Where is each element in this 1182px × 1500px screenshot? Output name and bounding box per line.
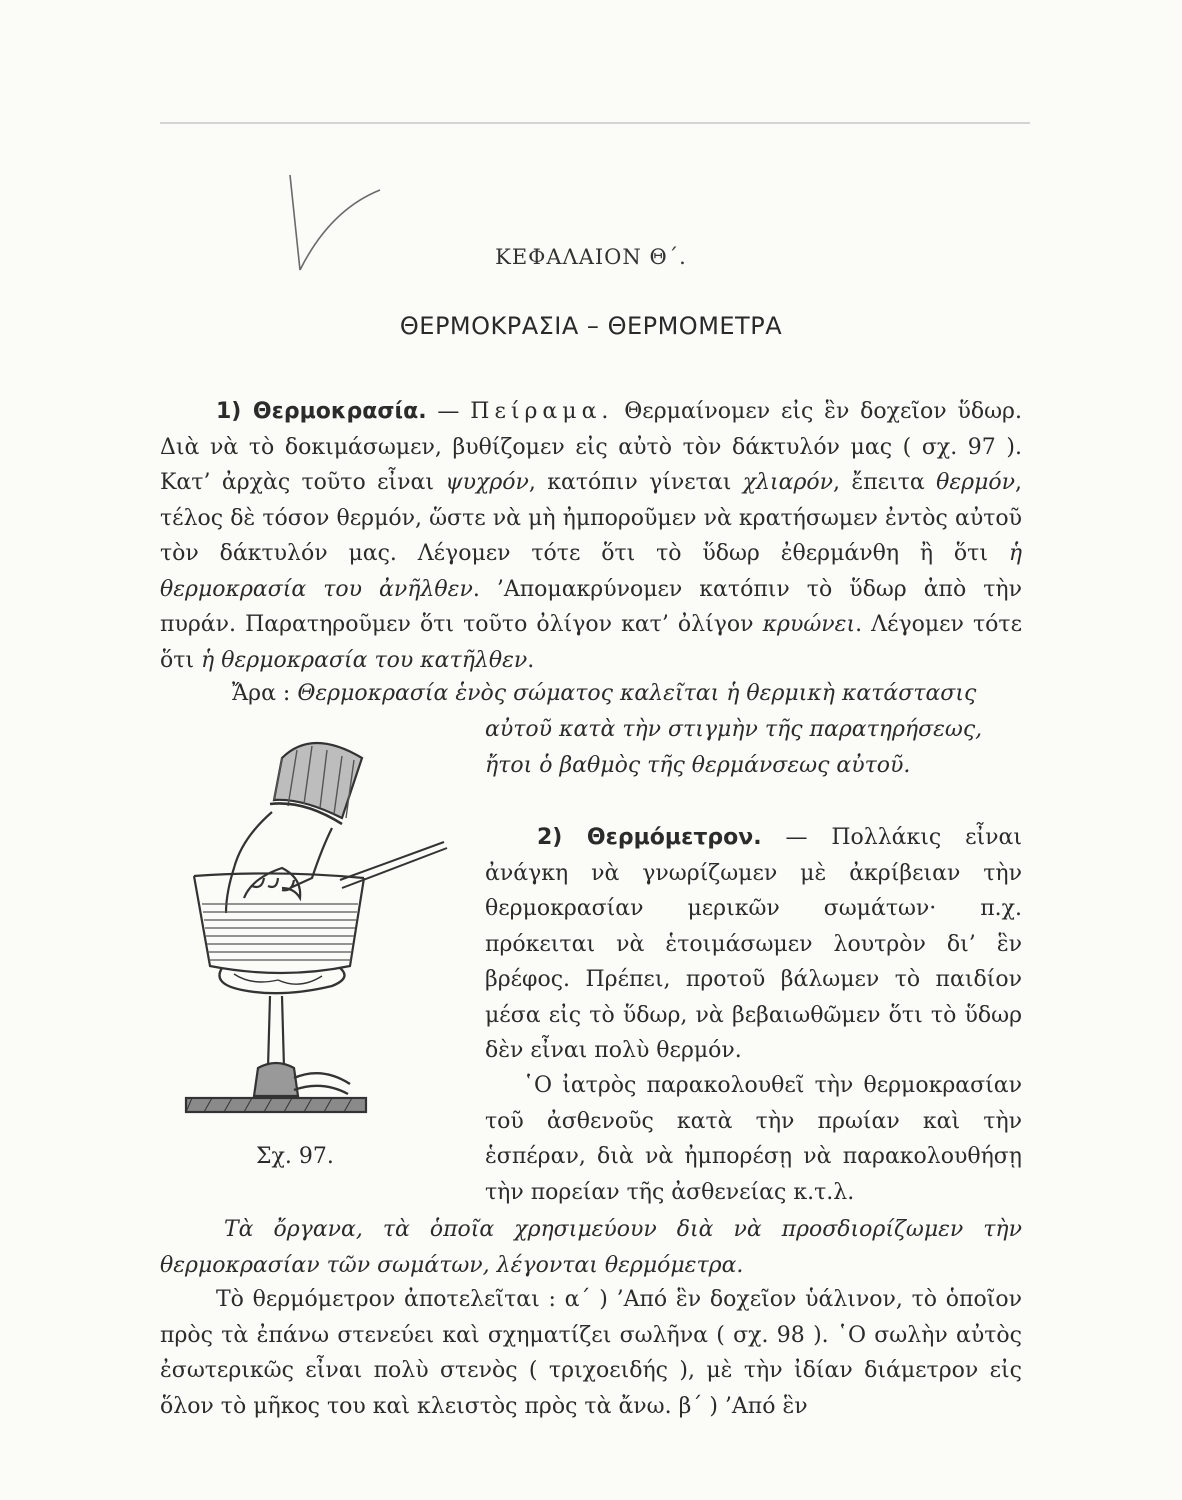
- section-1-paragraph: [160, 394, 1022, 678]
- emphasis-cools: κρυώνει: [762, 612, 856, 637]
- text: , κατόπιν γίνεται: [528, 470, 743, 495]
- text: ῾Ο ἰατρὸς παρακολουθεῖ τὴν θερμοκρασίαν τοῦ ἀσθενοῦς κατὰ τὴν πρωίαν καὶ τὴν ἑσπέραν, διὰ νὰ ἠμπορέσῃ νὰ παρακολουθήσῃ τὴν πορείαν τῆς ἀσθενείας κ.τ.λ.: [485, 1073, 1022, 1205]
- text: .: [527, 647, 535, 673]
- text: Θερμαίνομεν εἰς ἓν δοχεῖον ὕδωρ. Διὰ νὰ τὸ δοκιμάσωμεν, βυθίζομεν εἰς αὐτὸ τὸν δάκτυλόν μας ( σχ. 97 ). Κατ’ ἀρχὰς τοῦτο εἶναι: [160, 399, 1022, 495]
- emphasis-cold: ψυχρόν: [445, 470, 529, 495]
- emphasis-lukewarm: χλιαρόν: [742, 470, 834, 495]
- instruments-text: Τὰ ὄργανα, τὰ ὁποῖα χρησιμεύουν διὰ νὰ προσδιορίζωμεν τὴν θερμοκρασίαν τῶν σωμάτων, λέγονται θερμόμετρα.: [160, 1217, 1022, 1278]
- definition-text: Θερμοκρασία ἑνὸς σώματος καλεῖται ἡ θερμικὴ κατάστασις: [297, 681, 977, 706]
- experiment-label: Πείραμα.: [470, 399, 614, 424]
- definition-line-2: [485, 712, 982, 747]
- text: , τέλος δὲ τόσον θερμόν, ὥστε νὰ μὴ ἠμποροῦμεν νὰ κρατήσωμεν ἐντὸς αὐτοῦ τὸν δάκτυλόν μας. Λέγομεν τότε ὅτι τὸ ὕδωρ ἐθερμάνθη ἢ ὅτι: [160, 470, 1023, 566]
- bleed-through-rule: [160, 122, 1030, 124]
- emphasis-rose: ἡ θερμοκρασία του ἀνῆλθεν: [160, 541, 1022, 602]
- text: Τὸ θερμόμετρον ἀποτελεῖται : α΄ ) ’Από ἓν δοχεῖον ὑάλινον, τὸ ὁποῖον πρὸς τὰ ἐπάνω στενεύει καὶ σχηματίζει σωλῆνα ( σχ. 98 ). ῾Ο σωλὴν αὐτὸς ἐσωτερικῶς εἶναι πολὺ στενὸς ( τριχοειδής ), μὲ τὴν ἰδίαν διάμετρον εἰς ὅλον τὸ μῆκος του καὶ κλειστὸς πρὸς τὰ ἄνω. β΄ ) ’Από ἓν: [160, 1287, 1022, 1419]
- definition-lead: Ἄρα :: [232, 681, 298, 706]
- definition-text: αὐτοῦ κατὰ τὴν στιγμὴν τῆς παρατηρήσεως,: [485, 717, 983, 742]
- figure-97-heating-water: [182, 728, 472, 1138]
- definition-line-1: [232, 676, 1022, 711]
- page-title: ΘΕΡΜΟΚΡΑΣΙΑ – ΘΕΡΜΟΜΕΤΡΑ: [399, 312, 783, 340]
- text: . Λέγομεν τότε ὅτι: [160, 612, 1022, 673]
- emphasis-fell: ἡ θερμοκρασία του κατῆλθεν: [201, 647, 528, 673]
- definition-line-3: [485, 748, 910, 783]
- definition-text: ἤτοι ὁ βαθμὸς τῆς θερμάνσεως αὐτοῦ.: [485, 753, 911, 778]
- text: Πολλάκις εἶναι ἀνάγκη νὰ γνωρίζωμεν μὲ ἀκρίβειαν τὴν θερμοκρασίαν μερικῶν σωμάτων· π.χ. πρόκειται νὰ ἑτοιμάσωμεν λουτρὸν δι’ ἓν βρέφος. Πρέπει, προτοῦ βάλωμεν τὸ παιδίον μέσα εἰς τὸ ὕδωρ, νὰ βεβαιωθῶμεν ὅτι τὸ ὕδωρ δὲν εἶναι πολὺ θερμόν.: [485, 825, 1022, 1063]
- instruments-definition: [160, 1212, 1022, 1283]
- emphasis-warm: θερμόν: [936, 470, 1016, 495]
- dash: —: [426, 399, 471, 424]
- dash: —: [761, 825, 832, 850]
- section-2-paragraph-doctor: [485, 1068, 1022, 1210]
- section-1-heading: 1) Θερμοκρασία.: [216, 399, 427, 424]
- chapter-heading: ΚΕΦΑΛΑΙΟΝ Θ΄.: [495, 245, 687, 269]
- section-2-heading: 2) Θερμόμετρον.: [537, 825, 762, 850]
- section-2-paragraph: [485, 820, 1022, 1069]
- figure-caption: Σχ. 97.: [256, 1144, 334, 1169]
- thermometer-description: [160, 1282, 1022, 1424]
- text: . ’Απομακρύνομεν κατόπιν τὸ ὕδωρ ἀπὸ τὴν πυράν. Παρατηροῦμεν ὅτι τοῦτο ὀλίγον κατ’ ὀλίγον: [160, 576, 1022, 637]
- text: , ἔπειτα: [833, 470, 937, 495]
